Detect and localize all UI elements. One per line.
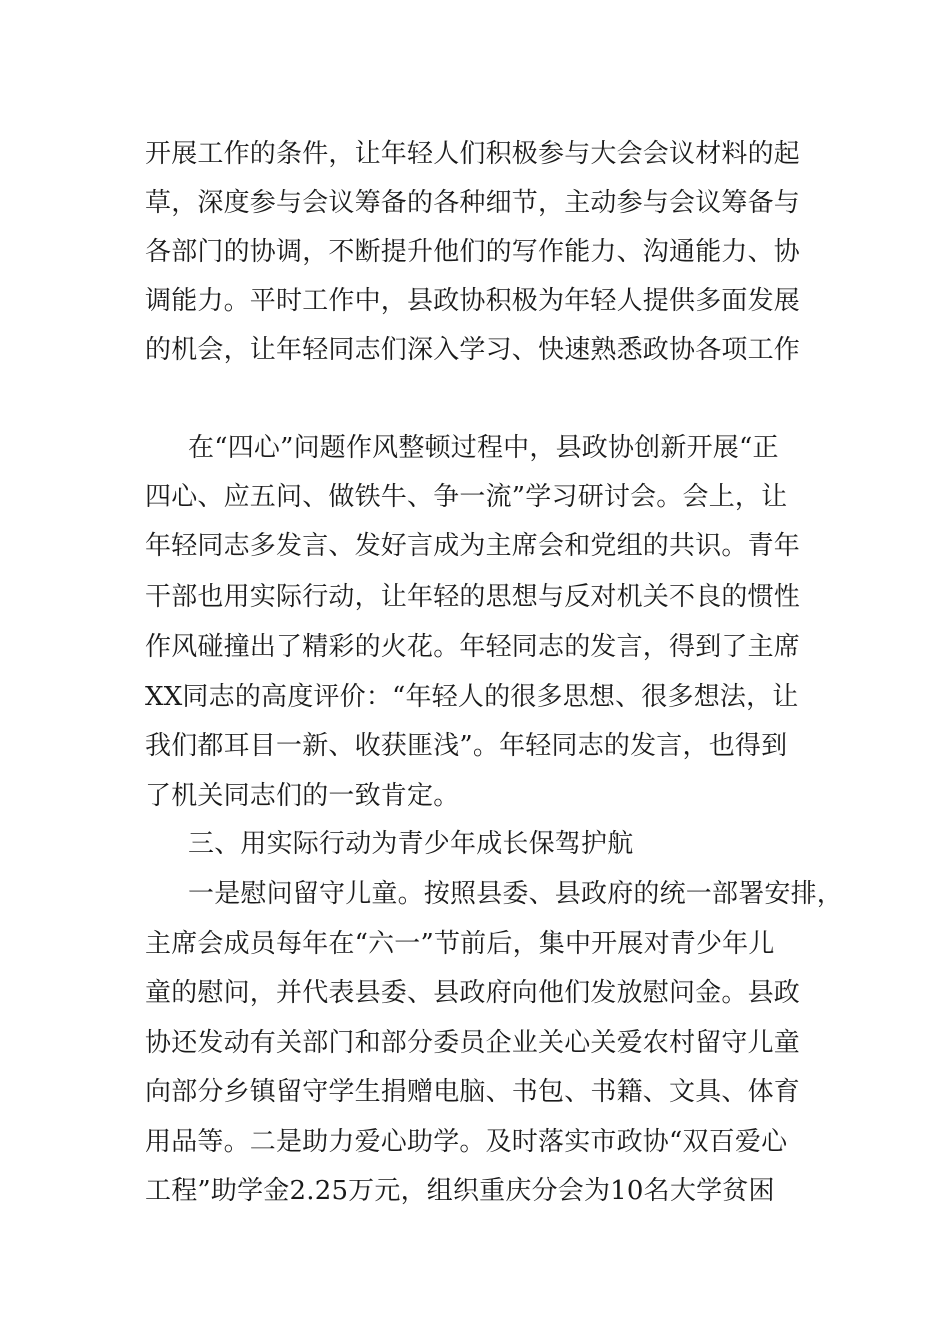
text-line: 用品等。二是助力爱心助学。及时落实市政协“双百爱心: [145, 1127, 788, 1157]
text-line: 向部分乡镇留守学生捐赠电脑、书包、书籍、文具、体育: [145, 1077, 801, 1107]
text-line: 了机关同志们的一致肯定。: [145, 781, 460, 811]
text-line: 协还发动有关部门和部分委员企业关心关爱农村留守儿童: [145, 1028, 801, 1058]
text-line: 干部也用实际行动，让年轻的思想与反对机关不良的惯性: [145, 582, 801, 612]
text-line: 主席会成员每年在“六一”节前后，集中开展对青少年儿: [145, 929, 775, 959]
section-heading: 三、用实际行动为青少年成长保驾护航: [188, 829, 634, 859]
text-line: 一是慰问留守儿童。按照县委、县政府的统一部署安排，: [188, 879, 844, 909]
text-line: 开展工作的条件，让年轻人们积极参与大会会议材料的起: [145, 139, 801, 169]
text-line: XX同志的高度评价：“年轻人的很多思想、很多想法，让: [145, 682, 799, 712]
text-line: 四心、应五问、做铁牛、争一流”学习研讨会。会上，让: [145, 482, 788, 512]
text-line: 我们都耳目一新、收获匪浅”。年轻同志的发言，也得到: [145, 731, 788, 761]
text-line: 调能力。平时工作中，县政协积极为年轻人提供多面发展: [145, 286, 801, 316]
text-line: 各部门的协调，不断提升他们的写作能力、沟通能力、协: [145, 237, 801, 267]
text-line: 草，深度参与会议筹备的各种细节，主动参与会议筹备与: [145, 188, 801, 218]
text-line: 工程”助学金2.25万元，组织重庆分会为10名大学贫困: [145, 1176, 775, 1206]
text-line: 在“四心”问题作风整顿过程中，县政协创新开展“正: [188, 433, 779, 463]
text-line: 的机会，让年轻同志们深入学习、快速熟悉政协各项工作: [145, 335, 801, 365]
text-line: 童的慰问，并代表县委、县政府向他们发放慰问金。县政: [145, 978, 801, 1008]
text-line: 作风碰撞出了精彩的火花。年轻同志的发言，得到了主席: [145, 632, 801, 662]
text-line: 年轻同志多发言、发好言成为主席会和党组的共识。青年: [145, 531, 801, 561]
